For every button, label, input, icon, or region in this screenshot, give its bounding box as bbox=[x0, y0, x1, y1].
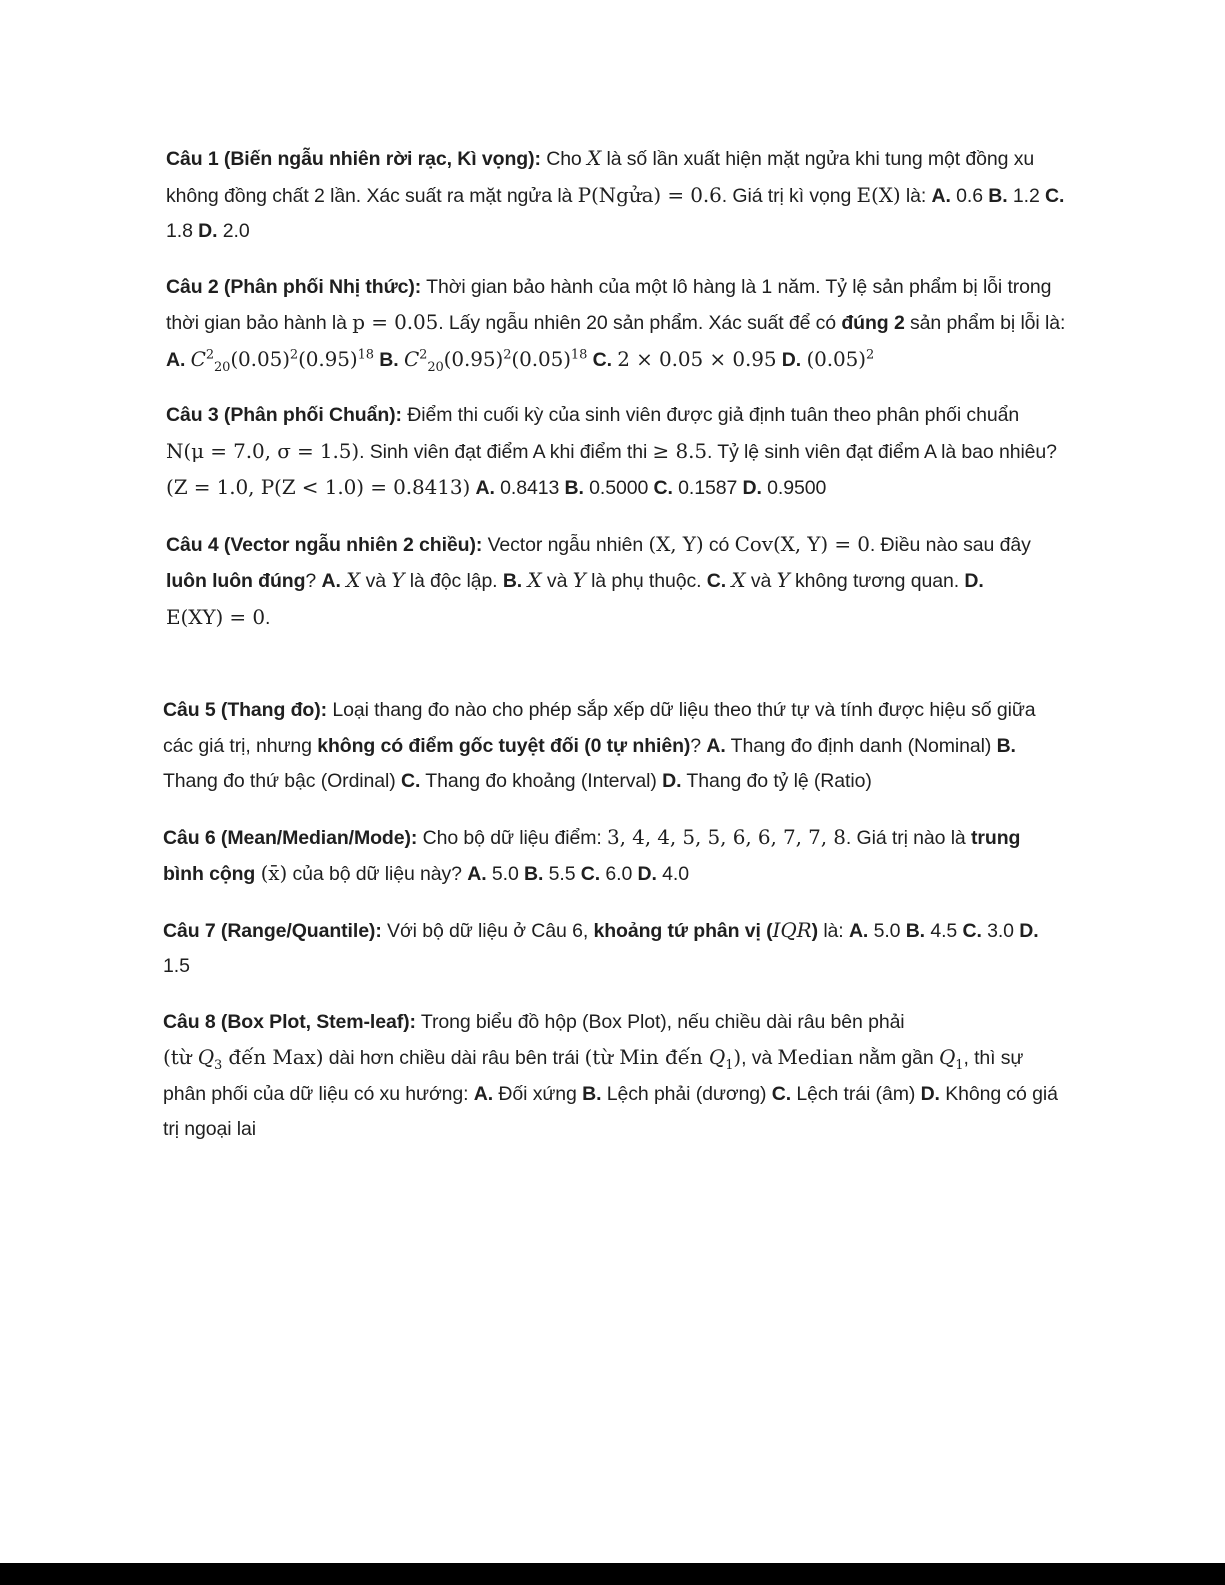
option-label: D. bbox=[662, 770, 682, 792]
option-label: A. bbox=[848, 919, 869, 942]
option-label: B. bbox=[905, 919, 926, 942]
option-label: B. bbox=[988, 184, 1008, 207]
option-label: D. bbox=[637, 863, 657, 885]
option-text: 4.5 bbox=[925, 919, 963, 942]
math-expression: X bbox=[587, 146, 602, 170]
question-text: nằm gần bbox=[853, 1047, 939, 1069]
math-expression: ≥ 8.5 bbox=[652, 438, 707, 463]
option-label: D. bbox=[781, 348, 802, 371]
option-label: D. bbox=[198, 220, 218, 242]
question-text: . Điều nào sau đây bbox=[869, 533, 1031, 556]
option-text: 0.6 bbox=[950, 184, 989, 207]
option-text: Thang đo tỷ lệ (Ratio) bbox=[681, 770, 872, 792]
question-2 bbox=[166, 270, 1066, 379]
question-text: Với bộ dữ liệu ở Câu 6, bbox=[381, 919, 594, 942]
math-expression: 2 × 0.05 × 0.95 bbox=[617, 346, 777, 371]
option-text: Lệch phải (dương) bbox=[601, 1082, 772, 1105]
math-expression: $C^2_{20}(0.95)^2(0.05)^{18}$ bbox=[403, 346, 588, 375]
question-group-1 bbox=[166, 141, 1066, 636]
option-label: C. bbox=[771, 1082, 792, 1105]
option-text: 5.0 bbox=[868, 919, 906, 942]
question-1 bbox=[166, 141, 1066, 250]
option-text: Không có giá trị ngoại lai bbox=[163, 1082, 1058, 1140]
option-text: Thang đo định danh (Nominal) bbox=[725, 734, 997, 757]
option-text: 4.0 bbox=[656, 863, 689, 885]
question-heading: Câu 1 (Biến ngẫu nhiên rời rạc, Kì vọng): bbox=[166, 148, 541, 170]
question-text: Cho bộ dữ liệu điểm: bbox=[417, 826, 607, 849]
math-expression: P(Ngửa) = 0.6 bbox=[577, 182, 722, 207]
option-label: B. bbox=[564, 477, 584, 499]
option-label: D. bbox=[920, 1082, 940, 1105]
option-text: là độc lập. bbox=[404, 570, 503, 592]
option-text: 6.0 bbox=[600, 863, 638, 885]
math-expression: $C^2_{20}(0.05)^2(0.95)^{18}$ bbox=[190, 346, 374, 375]
question-text: . Sinh viên đạt điểm A khi điểm thi bbox=[359, 440, 653, 463]
emphasis-text: khoảng tứ phân vị ( bbox=[593, 919, 773, 942]
question-text: . Giá trị kì vọng bbox=[721, 184, 857, 207]
question-heading: Câu 3 (Phân phối Chuẩn): bbox=[166, 404, 402, 426]
question-text: , thì sự phân phối của dữ liệu có xu hướng: bbox=[163, 1047, 1024, 1105]
question-heading: Câu 6 (Mean/Median/Mode): bbox=[163, 826, 418, 849]
option-label: C. bbox=[706, 570, 727, 592]
question-text: . Lấy ngẫu nhiên 20 sản phẩm. Xác suất để có bbox=[438, 312, 842, 334]
option-text: 2.0 bbox=[217, 220, 250, 242]
question-heading: Câu 2 (Phân phối Nhị thức): bbox=[166, 275, 422, 298]
math-expression: N(μ = 7.0, σ = 1.5) bbox=[166, 438, 360, 463]
option-text: 0.5000 bbox=[583, 477, 654, 499]
option-label: C. bbox=[400, 770, 421, 792]
math-expression: $Q_1$ bbox=[938, 1045, 964, 1073]
emphasis-text: ) bbox=[811, 919, 818, 942]
bottom-border-bar bbox=[0, 1563, 1225, 1585]
question-heading: Câu 4 (Vector ngẫu nhiên 2 chiều): bbox=[166, 533, 483, 556]
option-text: 0.8413 bbox=[494, 477, 565, 499]
option-text: không tương quan. bbox=[789, 570, 965, 592]
option-label: B. bbox=[996, 734, 1016, 757]
math-expression: E(X) bbox=[856, 182, 901, 207]
question-text: . Tỷ lệ sinh viên đạt điểm A là bao nhiêu? bbox=[706, 440, 1057, 463]
option-text: Thang đo khoảng (Interval) bbox=[420, 770, 663, 792]
question-text: Loại thang đo nào cho phép sắp xếp dữ liệu theo thứ tự và tính được hiệu số giữa các giá trị, nhưng bbox=[163, 699, 1036, 757]
question-text: sản phẩm bị lỗi là: bbox=[904, 312, 1066, 334]
option-label: A. bbox=[931, 184, 951, 207]
option-text: Lệch trái (âm) bbox=[791, 1082, 921, 1105]
question-text: của bộ dữ liệu này? bbox=[287, 863, 468, 885]
question-text: dài hơn chiều dài râu bên trái bbox=[323, 1047, 585, 1069]
question-text: là: bbox=[818, 919, 849, 942]
option-text: 0.1587 bbox=[672, 477, 743, 499]
question-heading: Câu 5 (Thang đo): bbox=[163, 699, 328, 721]
option-label: D. bbox=[1019, 919, 1039, 942]
option-label: A. bbox=[475, 477, 495, 499]
emphasis-text: luôn luôn đúng bbox=[166, 570, 306, 592]
math-expression: (từ $Q_3$ đến Max) bbox=[163, 1045, 324, 1073]
question-3 bbox=[166, 398, 1066, 507]
emphasis-text: đúng 2 bbox=[841, 312, 905, 334]
math-expression: IQR bbox=[772, 917, 812, 942]
option-label: A. bbox=[166, 348, 186, 371]
math-expression: (Z = 1.0, P(Z < 1.0) = 0.8413) bbox=[166, 475, 471, 499]
option-label: C. bbox=[653, 477, 673, 499]
question-4 bbox=[166, 527, 1066, 637]
question-heading: Câu 8 (Box Plot, Stem-leaf): bbox=[163, 1010, 416, 1033]
math-expression: Median bbox=[777, 1045, 854, 1069]
question-5 bbox=[163, 693, 1063, 800]
option-text: là phụ thuộc. bbox=[585, 570, 707, 592]
math-expression: Cov(X, Y) = 0 bbox=[734, 531, 870, 556]
option-text: 3.0 bbox=[981, 919, 1020, 942]
math-expression: E(XY) = 0 bbox=[166, 604, 265, 629]
math-expression: 3, 4, 4, 5, 5, 6, 6, 7, 7, 8 bbox=[607, 824, 846, 849]
option-text: 0.9500 bbox=[761, 477, 827, 499]
question-text: là số lần xuất hiện mặt ngửa khi tung một đồng xu không đồng chất 2 lần. Xác suất ra mặt ngửa là bbox=[166, 148, 1035, 207]
question-text: có bbox=[703, 533, 735, 556]
option-text: và bbox=[541, 570, 573, 592]
math-expression: X bbox=[731, 568, 746, 592]
math-expression: (từ Min đến $Q_1$) bbox=[584, 1045, 742, 1073]
math-expression: Y bbox=[776, 568, 790, 592]
option-text: 1.2 bbox=[1007, 184, 1046, 207]
question-text: Trong biểu đồ hộp (Box Plot), nếu chiều dài râu bên phải bbox=[415, 1010, 905, 1033]
question-text: , và bbox=[741, 1047, 778, 1069]
option-text: . bbox=[264, 606, 271, 629]
emphasis-text: trung bình cộng bbox=[163, 826, 1021, 885]
option-text: và bbox=[360, 570, 392, 592]
question-7 bbox=[163, 913, 1063, 985]
question-text: Vector ngẫu nhiên bbox=[482, 533, 649, 556]
option-text: 5.0 bbox=[486, 863, 525, 885]
option-label: A. bbox=[467, 863, 487, 885]
math-expression: p = 0.05 bbox=[352, 310, 439, 334]
option-text: Đối xứng bbox=[493, 1082, 583, 1105]
math-expression: Y bbox=[391, 568, 405, 592]
question-text: ? bbox=[305, 570, 322, 592]
option-label: B. bbox=[582, 1082, 602, 1105]
option-text: Thang đo thứ bậc (Ordinal) bbox=[163, 770, 401, 792]
question-8 bbox=[163, 1005, 1063, 1148]
option-label: B. bbox=[379, 348, 399, 371]
emphasis-text: không có điểm gốc tuyệt đối (0 tự nhiên) bbox=[317, 734, 691, 757]
option-label: A. bbox=[706, 734, 726, 757]
option-text: 1.8 bbox=[166, 220, 199, 242]
question-text: Điểm thi cuối kỳ của sinh viên được giả định tuân theo phân phối chuẩn bbox=[401, 404, 1020, 426]
option-label: D. bbox=[742, 477, 762, 499]
question-text: Cho bbox=[540, 148, 587, 170]
option-label: C. bbox=[580, 863, 601, 885]
option-label: B. bbox=[502, 570, 523, 592]
question-text: là: bbox=[900, 184, 932, 207]
math-expression: (x̄) bbox=[260, 861, 288, 885]
option-label: D. bbox=[964, 570, 984, 592]
option-label: C. bbox=[592, 348, 612, 371]
option-label: A. bbox=[473, 1082, 494, 1105]
option-text: 5.5 bbox=[543, 863, 581, 885]
option-label: A. bbox=[321, 570, 341, 592]
option-text: và bbox=[745, 570, 777, 592]
question-text: . Giá trị nào là bbox=[845, 826, 971, 849]
option-label: C. bbox=[1045, 184, 1065, 207]
math-expression: (X, Y) bbox=[648, 531, 704, 556]
question-heading: Câu 7 (Range/Quantile): bbox=[163, 919, 382, 942]
math-expression: X bbox=[346, 568, 361, 592]
math-expression: X bbox=[527, 568, 542, 592]
question-group-2 bbox=[163, 693, 1063, 1148]
option-label: B. bbox=[524, 863, 544, 885]
option-text: 1.5 bbox=[163, 955, 190, 977]
question-text: ? bbox=[690, 734, 707, 757]
option-label: C. bbox=[962, 919, 982, 942]
question-text: Thời gian bảo hành của một lô hàng là 1 năm. Tỷ lệ sản phẩm bị lỗi trong thời gian bảo hành là bbox=[166, 275, 1052, 334]
question-6 bbox=[163, 820, 1063, 893]
math-expression: $(0.05)^2$ bbox=[806, 346, 875, 371]
math-expression: Y bbox=[572, 568, 586, 592]
